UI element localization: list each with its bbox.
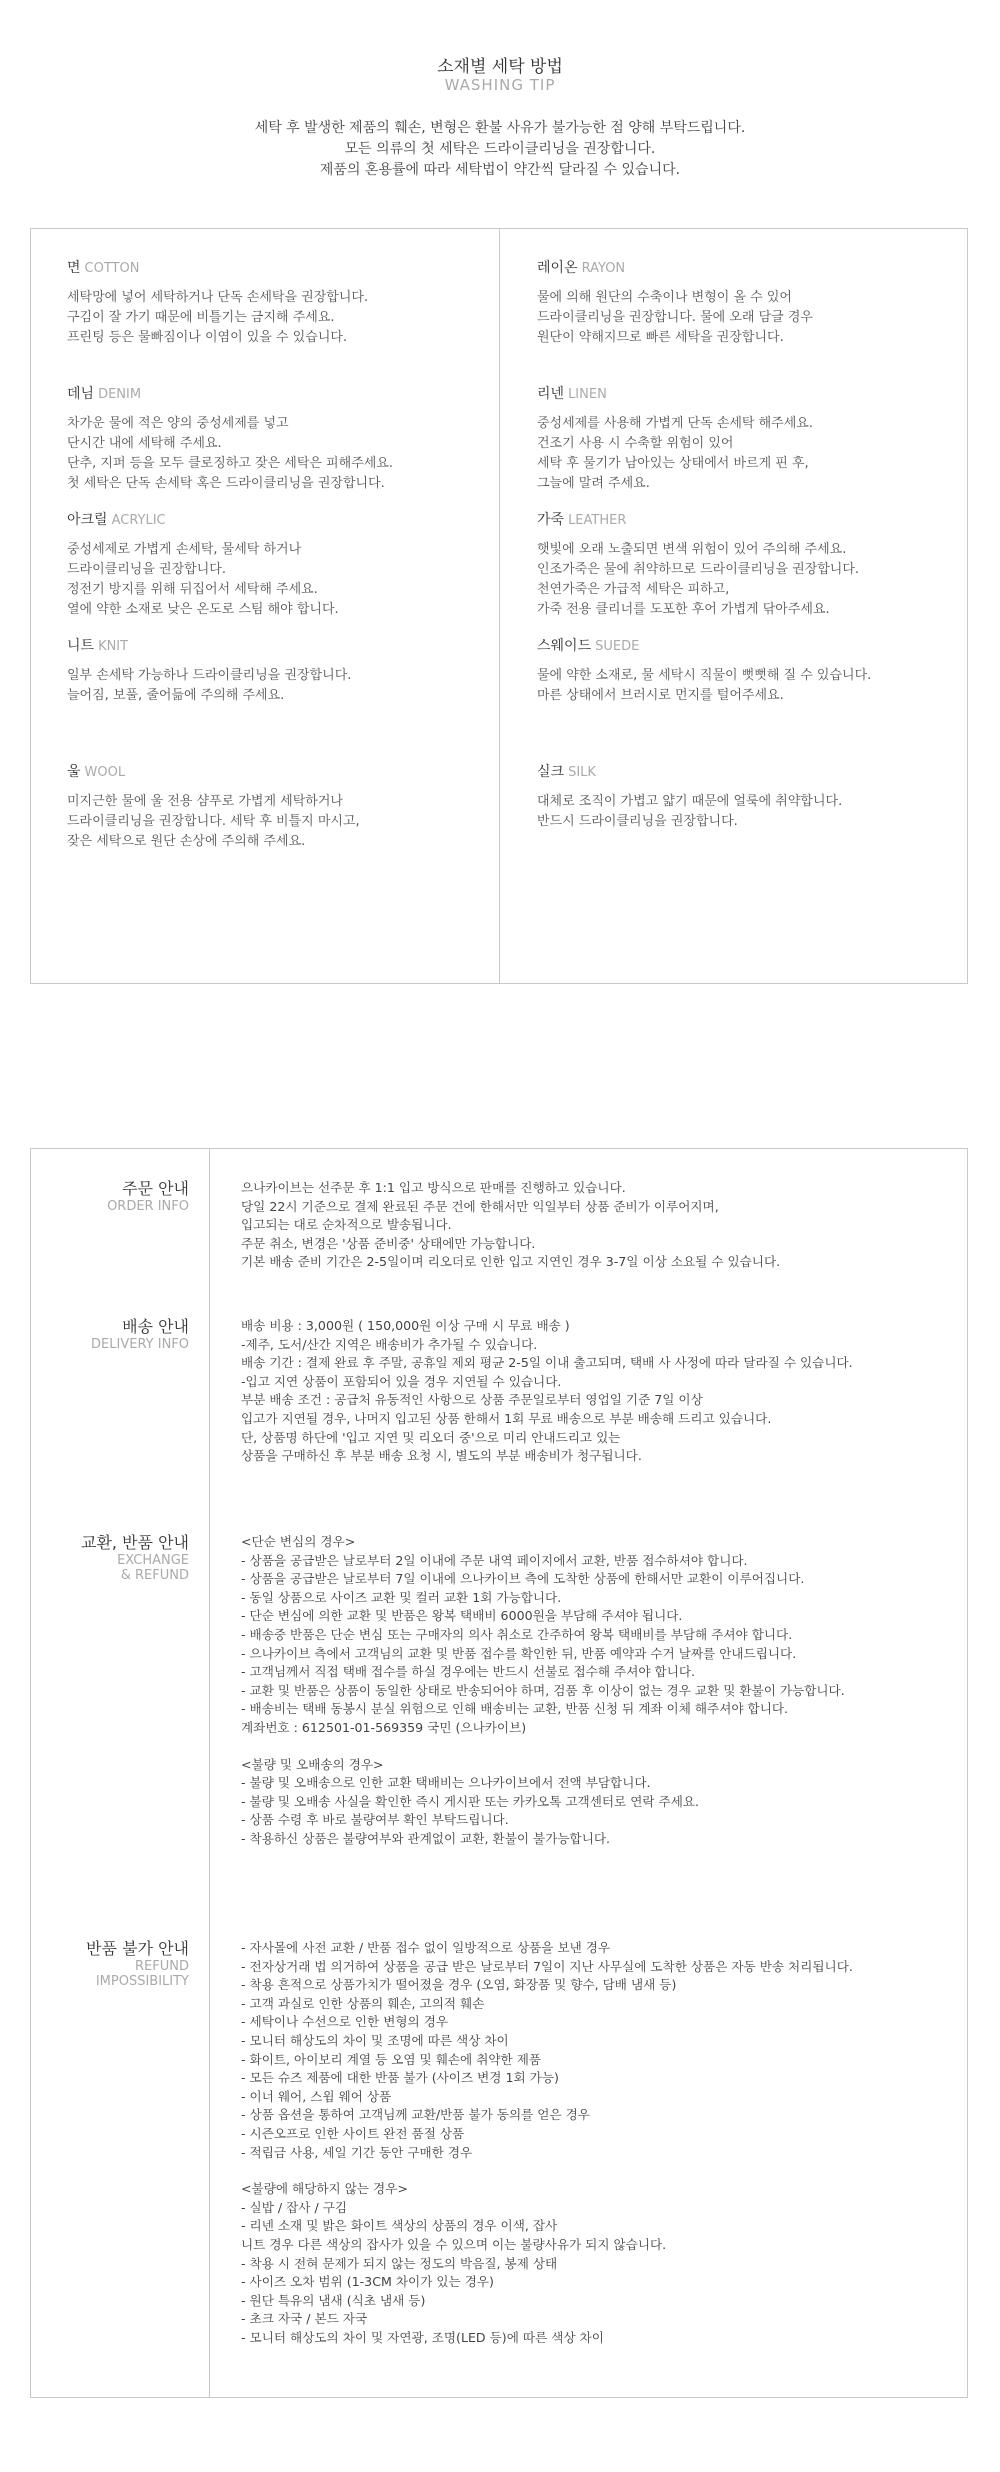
page-title: 소재별 세탁 방법	[437, 57, 563, 77]
instruction-line: 건조기 사용 시 수축할 위험이 있어	[537, 436, 734, 451]
info-line: 상품을 구매하신 후 부분 배송 요청 시, 별도의 부분 배송비가 청구됩니다.	[241, 1448, 642, 1464]
page-subtitle: WASHING TIP	[444, 76, 556, 94]
material-name-ko: 울	[67, 764, 81, 780]
instruction-line: 구김이 잘 가기 때문에 비틀기는 금지해 주세요.	[67, 310, 335, 325]
material-name-ko: 면	[67, 260, 81, 276]
instruction-line: 천연가죽은 가급적 세탁은 피하고,	[537, 582, 730, 597]
section-subtitle: ORDER INFO	[107, 1199, 189, 1214]
info-line: <불량 및 오배송의 경우>	[241, 1756, 384, 1772]
material-instructions	[537, 666, 977, 706]
info-line: -입고 지연 상품이 포함되어 있을 경우 지연될 수 있습니다.	[241, 1373, 562, 1389]
block-spacer	[241, 2162, 959, 2180]
material-name-en: DENIM	[98, 387, 142, 402]
care-item-acrylic	[67, 511, 507, 637]
info-line: - 배송비는 택배 동봉시 분실 위험으로 인해 배송비는 교환, 반품 신청 뒤 계좌 이체 해주셔야 합니다.	[241, 1701, 789, 1717]
care-item-wool	[67, 763, 507, 889]
care-item-silk	[537, 763, 977, 889]
info-line: - 단순 변심에 의한 교환 및 반품은 왕복 택배비 6000원을 부담해 주셔야 됩니다.	[241, 1608, 683, 1624]
instruction-line: 원단이 약해지므로 빠른 세탁을 권장합니다.	[537, 330, 784, 345]
instruction-line: 대체로 조직이 가볍고 얇기 때문에 얼룩에 취약합니다.	[537, 794, 843, 809]
info-line: - 모든 슈즈 제품에 대한 반품 불가 (사이즈 변경 1회 가능)	[241, 2070, 559, 2086]
instruction-line: 햇빛에 오래 노출되면 변색 위험이 있어 주의해 주세요.	[537, 542, 847, 557]
info-line: - 착용 시 전혀 문제가 되지 않는 정도의 박음질, 봉제 상태	[241, 2255, 558, 2271]
info-line: 주문 취소, 변경은 '상품 준비중' 상태에만 가능합니다.	[241, 1235, 536, 1251]
instruction-line: 중성세제를 사용해 가볍게 단독 손세탁 해주세요.	[537, 416, 813, 431]
info-line: 계좌번호 : 612501-01-569359 국민 (으나카이브)	[241, 1719, 527, 1735]
material-instructions	[537, 414, 977, 494]
material-name-ko: 레이온	[537, 260, 578, 276]
material-instructions	[537, 540, 977, 620]
info-line: - 고객님께서 직접 택배 접수를 하실 경우에는 반드시 선불로 접수해 주셔야 합니다.	[241, 1664, 696, 1680]
care-column-right	[537, 259, 977, 889]
intro-line: 제품의 혼용률에 따라 세탁법이 약간씩 달라질 수 있습니다.	[319, 162, 681, 178]
section-title: 교환, 반품 안내	[81, 1533, 189, 1552]
intro-text	[0, 118, 1000, 181]
material-heading	[537, 385, 977, 404]
section-title: 배송 안내	[122, 1317, 189, 1336]
instruction-line: 잦은 세탁으로 원단 손상에 주의해 주세요.	[67, 834, 306, 849]
material-name-en: KNIT	[98, 639, 129, 654]
instruction-line: 단시간 내에 세탁해 주세요.	[67, 436, 222, 451]
material-heading	[67, 259, 507, 278]
instruction-line: 중성세제로 가볍게 손세탁, 물세탁 하거나	[67, 542, 302, 557]
refund-impossibility-body	[241, 1939, 959, 2347]
info-line: - 모니터 해상도의 차이 및 조명에 따른 색상 차이	[241, 2032, 509, 2048]
instruction-line: 열에 약한 소재로 낮은 온도로 스팀 해야 합니다.	[67, 602, 339, 617]
material-instructions	[537, 288, 977, 348]
instruction-line: 첫 세탁은 단독 손세탁 혹은 드라이클리닝을 권장합니다.	[67, 476, 385, 491]
info-line: - 자사몰에 사전 교환 / 반품 접수 없이 일방적으로 상품을 보낸 경우	[241, 1940, 611, 1955]
order-info-body	[241, 1179, 959, 1272]
material-instructions	[67, 414, 507, 494]
info-line: - 상품 수령 후 바로 불량여부 확인 부탁드립니다.	[241, 1812, 509, 1828]
instruction-line: 늘어짐, 보풀, 줄어듦에 주의해 주세요.	[67, 688, 285, 703]
info-line: - 초크 자국 / 본드 자국	[241, 2311, 368, 2327]
section-subtitle: EXCHANGE	[117, 1553, 189, 1568]
info-line: - 착용하신 상품은 불량여부와 관계없이 교환, 환불이 불가능합니다.	[241, 1830, 611, 1846]
instruction-line: 마른 상태에서 브러시로 먼지를 털어주세요.	[537, 688, 784, 703]
instruction-line: 프린팅 등은 물빠짐이나 이염이 있을 수 있습니다.	[67, 330, 348, 345]
info-line: - 불량 및 오배송 사실을 확인한 즉시 게시판 또는 카카오톡 고객센터로 연락 주세요.	[241, 1793, 700, 1809]
instruction-line: 차가운 물에 적은 양의 중성세제를 넣고	[67, 416, 289, 431]
material-name-en: ACRYLIC	[111, 513, 166, 528]
material-heading	[537, 259, 977, 278]
material-instructions	[537, 792, 977, 832]
info-line: 배송 비용 : 3,000원 ( 150,000원 이상 구매 시 무료 배송 )	[241, 1318, 570, 1333]
material-heading	[537, 637, 977, 656]
material-name-en: WOOL	[84, 765, 126, 780]
section-title: 주문 안내	[122, 1179, 189, 1198]
material-instructions	[67, 666, 507, 706]
intro-line: 모든 의류의 첫 세탁은 드라이클리닝을 권장합니다.	[344, 141, 656, 157]
instruction-line: 물에 약한 소재로, 물 세탁시 직물이 뻣뻣해 질 수 있습니다.	[537, 668, 872, 683]
material-instructions	[67, 288, 507, 348]
info-line: 부분 배송 조건 : 공급처 유동적인 사항으로 상품 주문일로부터 영업일 기준 7일 이상	[241, 1392, 703, 1408]
info-line: -제주, 도서/산간 지역은 배송비가 추가될 수 있습니다.	[241, 1336, 538, 1352]
column-divider	[209, 1149, 210, 2397]
material-name-ko: 가죽	[537, 512, 565, 528]
instruction-line: 정전기 방지를 위해 뒤집어서 세탁해 주세요.	[67, 582, 318, 597]
info-line: - 전자상거래 법 의거하여 상품을 공급 받은 날로부터 7일이 지난 사무실에 도착한 상품은 자동 반송 처리됩니다.	[241, 1958, 853, 1974]
material-name-en: SILK	[568, 765, 596, 780]
instruction-line: 반드시 드라이클리닝을 권장합니다.	[537, 814, 738, 829]
info-line: - 모니터 해상도의 차이 및 자연광, 조명(LED 등)에 따른 색상 차이	[241, 2329, 604, 2345]
info-line: 입고되는 대로 순차적으로 발송됩니다.	[241, 1217, 452, 1233]
info-line: 단, 상품명 하단에 '입고 지연 및 리오더 중'으로 미리 안내드리고 있는	[241, 1429, 621, 1445]
info-line: 기본 배송 준비 기간은 2-5일이며 리오더로 인한 입고 지연인 경우 3-7일 이상 소요될 수 있습니다.	[241, 1254, 781, 1270]
info-line: - 상품 옵션을 통하여 고객님께 교환/반품 불가 동의를 얻은 경우	[241, 2107, 590, 2123]
material-name-ko: 데님	[67, 386, 95, 402]
instruction-line: 세탁 후 물기가 남아있는 상태에서 바르게 핀 후,	[537, 456, 809, 471]
info-line: - 상품을 공급받은 날로부터 2일 이내에 주문 내역 페이지에서 교환, 반품 접수하셔야 합니다.	[241, 1552, 748, 1568]
material-name-en: LINEN	[568, 387, 607, 402]
info-line: <불량에 해당하지 않는 경우>	[241, 2181, 408, 2197]
info-line: - 세탁이나 수선으로 인한 변형의 경우	[241, 2014, 449, 2030]
care-item-rayon	[537, 259, 977, 385]
material-name-ko: 아크릴	[67, 512, 108, 528]
material-heading	[67, 511, 507, 530]
section-subtitle: & REFUND	[120, 1568, 189, 1583]
info-line: 당일 22시 기준으로 결제 완료된 주문 건에 한해서만 익일부터 상품 준비가 이루어지며,	[241, 1198, 719, 1214]
instruction-line: 세탁망에 넣어 세탁하거나 단독 손세탁을 권장합니다.	[67, 290, 369, 305]
material-heading	[67, 637, 507, 656]
care-column-left	[67, 259, 507, 889]
exchange-refund-body	[241, 1533, 959, 1849]
info-line: - 시즌오프로 인한 사이트 완전 품절 상품	[241, 2125, 465, 2141]
section-subtitle: REFUND	[135, 1959, 189, 1974]
info-line: 입고가 지연될 경우, 나머지 입고된 상품 한해서 1회 무료 배송으로 부분 배송해 드리고 있습니다.	[241, 1410, 772, 1426]
instruction-line: 일부 손세탁 가능하나 드라이클리닝을 권장합니다.	[67, 668, 352, 683]
info-line: - 이너 웨어, 스윔 웨어 상품	[241, 2088, 392, 2104]
material-instructions	[67, 540, 507, 620]
refund-impossibility-label	[31, 1939, 189, 1989]
material-instructions	[67, 792, 507, 852]
instruction-line: 인조가죽은 물에 취약하므로 드라이클리닝을 권장합니다.	[537, 562, 860, 577]
order-info-label	[31, 1179, 189, 1214]
info-line: - 실밥 / 잡사 / 구김	[241, 2199, 348, 2215]
info-line: 으나카이브는 선주문 후 1:1 입고 방식으로 판매를 진행하고 있습니다.	[241, 1180, 626, 1195]
material-name-ko: 리넨	[537, 386, 565, 402]
info-line: 배송 기간 : 결제 완료 후 주말, 공휴일 제외 평균 2-5일 이내 출고되며, 택배 사 사정에 따라 달라질 수 있습니다.	[241, 1355, 853, 1371]
material-name-en: RAYON	[581, 261, 626, 276]
care-item-linen	[537, 385, 977, 511]
info-line: - 원단 특유의 냄새 (식초 냄새 등)	[241, 2292, 426, 2308]
care-item-cotton	[67, 259, 507, 385]
material-name-ko: 실크	[537, 764, 565, 780]
instruction-line: 가죽 전용 클리너를 도포한 후어 가볍게 닦아주세요.	[537, 602, 830, 617]
info-line: - 불량 및 오배송으로 인한 교환 택배비는 으나카이브에서 전액 부담합니다.	[241, 1775, 651, 1791]
instruction-line: 드라이클리닝을 권장합니다. 물에 오래 담글 경우	[537, 310, 813, 325]
material-name-en: SUEDE	[595, 639, 640, 654]
instruction-line: 미지근한 물에 울 전용 샴푸로 가볍게 세탁하거나	[67, 794, 343, 809]
material-name-en: LEATHER	[568, 513, 627, 528]
info-line: - 으나카이브 측에서 고객님의 교환 및 반품 접수를 확인한 뒤, 반품 예약과 수거 날짜를 안내드립니다.	[241, 1645, 797, 1661]
material-name-en: COTTON	[84, 261, 140, 276]
material-heading	[67, 763, 507, 782]
info-line: - 화이트, 아이보리 계열 등 오염 및 훼손에 취약한 제품	[241, 2051, 542, 2067]
section-subtitle: IMPOSSIBILITY	[95, 1974, 189, 1989]
block-spacer	[241, 1738, 959, 1756]
info-line: - 동일 상품으로 사이즈 교환 및 컬러 교환 1회 가능합니다.	[241, 1589, 562, 1605]
intro-line: 세탁 후 발생한 제품의 훼손, 변형은 환불 사유가 불가능한 점 양해 부탁드립니다.	[254, 120, 746, 136]
info-line: - 리넨 소재 및 밝은 화이트 색상의 상품의 경우 이색, 잡사	[241, 2218, 558, 2234]
delivery-info-body	[241, 1317, 959, 1466]
care-item-leather	[537, 511, 977, 637]
section-subtitle: DELIVERY INFO	[91, 1337, 189, 1352]
section-title: 반품 불가 안내	[86, 1939, 189, 1958]
instruction-line: 단추, 지퍼 등을 모두 클로징하고 잦은 세탁은 피해주세요.	[67, 456, 394, 471]
care-item-suede	[537, 637, 977, 763]
info-line: - 고객 과실로 인한 상품의 훼손, 고의적 훼손	[241, 1995, 485, 2011]
info-line: - 교환 및 반품은 상품이 동일한 상태로 반송되어야 하며, 검품 후 이상이 없는 경우 교환 및 환불이 가능합니다.	[241, 1682, 845, 1698]
delivery-info-label	[31, 1317, 189, 1352]
info-line: - 사이즈 오차 범위 (1-3CM 차이가 있는 경우)	[241, 2274, 494, 2290]
material-heading	[67, 385, 507, 404]
info-line: - 착용 흔적으로 상품가치가 떨어졌을 경우 (오염, 화장품 및 향수, 담배 냄새 등)	[241, 1977, 677, 1993]
info-line: 니트 경우 다른 색상의 잡사가 있을 수 있으며 이는 불량사유가 되지 않습니다.	[241, 2236, 667, 2252]
instruction-line: 그늘에 말려 주세요.	[537, 476, 650, 491]
care-item-denim	[67, 385, 507, 511]
material-name-ko: 니트	[67, 638, 95, 654]
material-heading	[537, 511, 977, 530]
exchange-refund-label	[31, 1533, 189, 1583]
info-line: - 상품을 공급받은 날로부터 7일 이내에 으나카이브 측에 도착한 상품에 한해서만 교환이 이루어집니다.	[241, 1571, 805, 1587]
instruction-line: 드라이클리닝을 권장합니다. 세탁 후 비틀지 마시고,	[67, 814, 360, 829]
material-name-ko: 스웨이드	[537, 638, 592, 654]
info-line: - 배송중 반품은 단순 변심 또는 구매자의 의사 취소로 간주하여 왕복 택배비를 부담해 주셔야 합니다.	[241, 1626, 793, 1642]
washing-tip-table	[30, 228, 968, 984]
info-line: - 적립금 사용, 세일 기간 동안 구매한 경우	[241, 2144, 473, 2160]
info-line: <단순 변심의 경우>	[241, 1534, 356, 1549]
material-heading	[537, 763, 977, 782]
shopping-info-table	[30, 1148, 968, 2398]
instruction-line: 물에 의해 원단의 수축이나 변형이 올 수 있어	[537, 290, 792, 305]
care-item-knit	[67, 637, 507, 763]
instruction-line: 드라이클리닝을 권장합니다.	[67, 562, 226, 577]
